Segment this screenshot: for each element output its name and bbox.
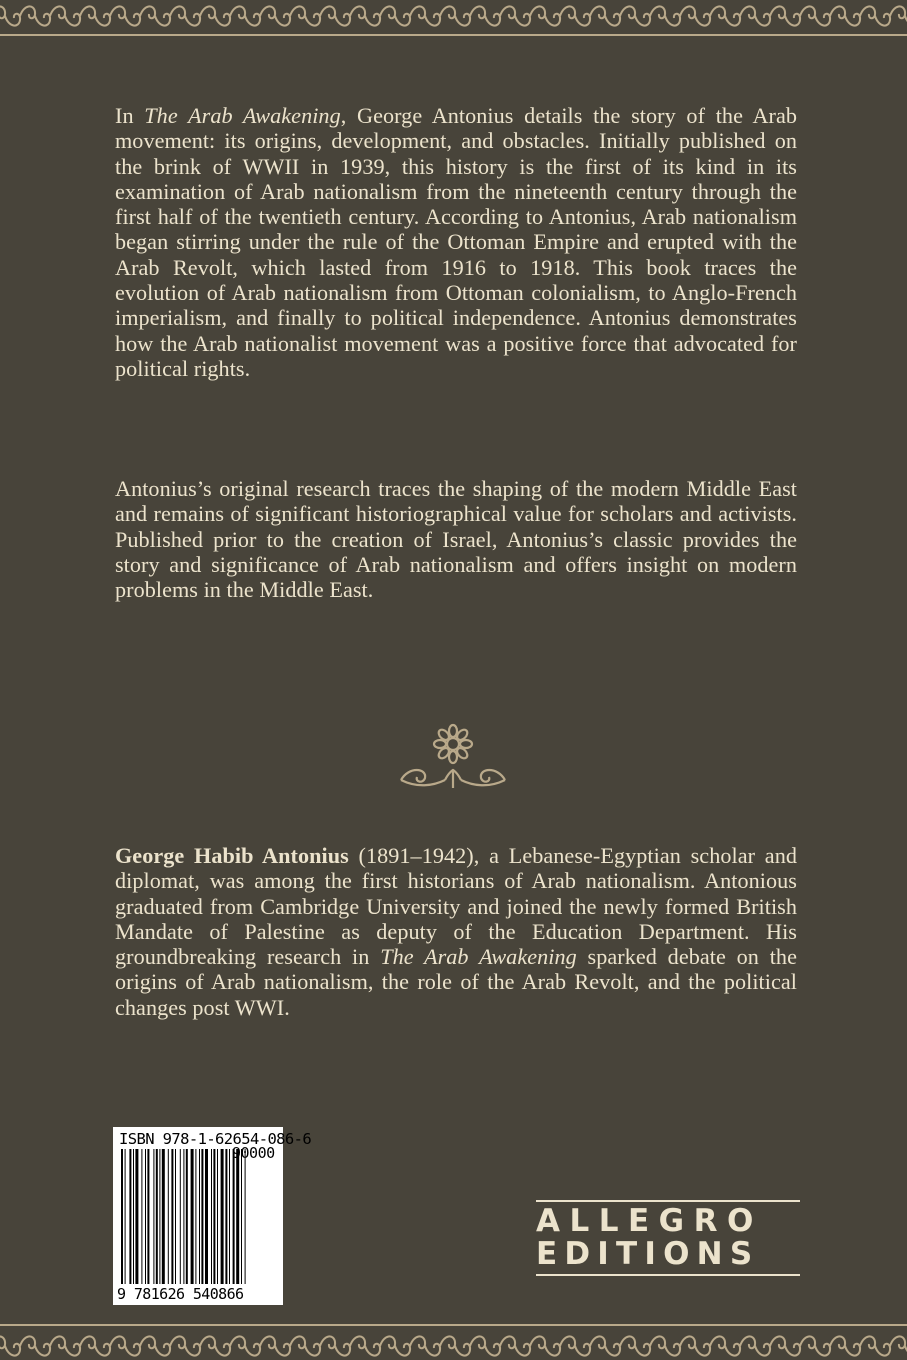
ean-digits: 9 781626 540866 <box>117 1285 244 1303</box>
flower-ornament-icon <box>393 722 513 792</box>
author-bio: George Habib Antonius (1891–1942), a Lebanese-Egyptian scholar and diplomat, was among the first historians of Arab nationalism. Antonious graduated from Cambridge University and joined the newly formed British Mandate of Palestine as deputy of the Education Department. His groundbreaking research in The Arab Awakening sparked debate on the origins of Arab nationalism, the role of the Arab Revolt, and the political changes post WWI. <box>115 843 797 1020</box>
isbn-barcode <box>113 1127 312 1305</box>
isbn-label: ISBN 978-1-62654-086-6 <box>119 1130 312 1148</box>
publisher-rule-top <box>536 1200 800 1202</box>
publisher-rule-bottom <box>536 1274 800 1276</box>
description-paragraph-2: Antonius’s original research traces the shaping of the modern Middle East and remains of significant historiographical value for scholars and activists. Published prior to the creation of Israel, Antonius’s classic provides the story and significance of Arab nationalism and offers insight on modern problems in the Middle East. <box>115 476 797 603</box>
top-border-line <box>0 34 907 36</box>
publisher-line-1: ALLEGRO <box>536 1203 763 1239</box>
price-code: 90000 <box>232 1144 275 1162</box>
author-name: George Habib Antonius <box>115 843 349 868</box>
description-paragraph-1: In The Arab Awakening, George Antonius details the story of the Arab movement: its origins, development, and obstacles. Initially published on the brink of WWII in 1939, this history is the first of its kind in its examination of Arab nationalism from the nineteenth century through the first half of the twentieth century. According to Antonius, Arab nationalism began stirring under the rule of the Ottoman Empire and erupted with the Arab Revolt, which lasted from 1916 to 1918. This book traces the evolution of Arab nationalism from Ottoman colonialism, to Anglo-French imperialism, and finally to political independence. Antonius demonstrates how the Arab nationalist movement was a positive force that advocated for political rights. <box>115 103 798 381</box>
book-title-italic: The Arab Awakening <box>380 944 577 970</box>
book-title-italic: The Arab Awakening <box>144 103 341 128</box>
bottom-border-line <box>0 1324 907 1326</box>
publisher-line-2: EDITIONS <box>536 1236 760 1272</box>
bottom-ornamental-band <box>0 1332 907 1360</box>
top-ornamental-band <box>0 0 907 28</box>
